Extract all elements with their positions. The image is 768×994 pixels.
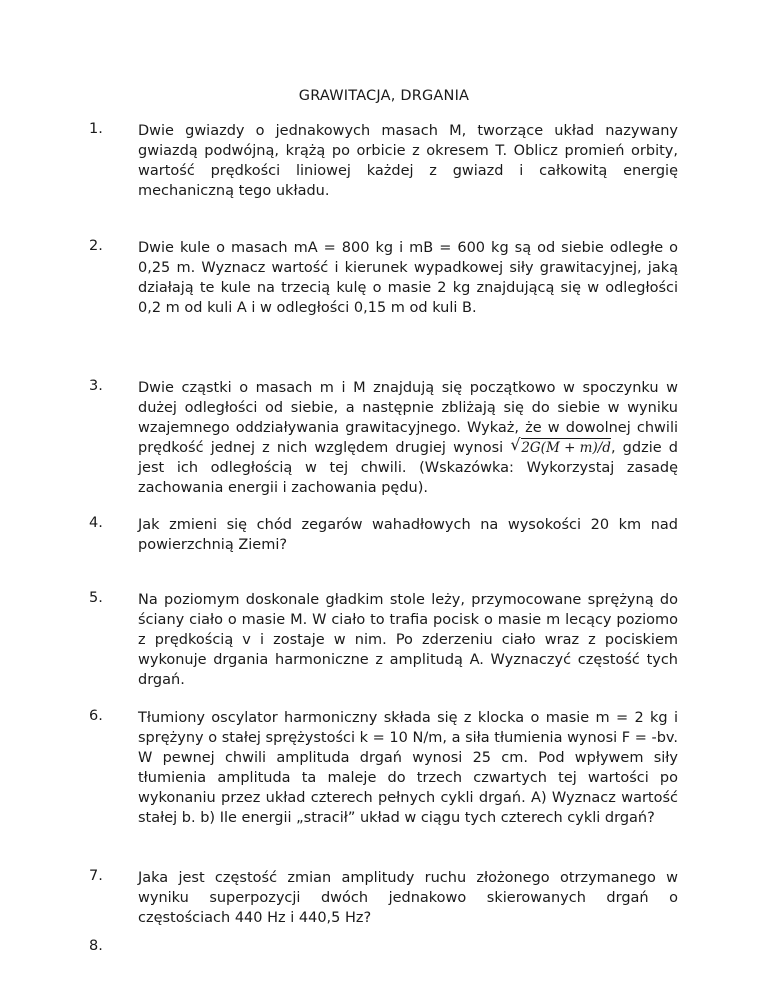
sqrt-formula [510,435,611,458]
problem-1-text: Dwie gwiazdy o jednakowych masach M, tworzące układ nazywany gwiazdą podwójną, krążą po orbicie z okresem T. Oblicz promień orbity, wartość prędkości liniowej każdej z gwiazd i całkowitą energię mechaniczną tego układu. [138,123,678,199]
problem-text [138,378,678,498]
problem-number: 8. [89,938,103,954]
formula-text: 2G(M + m)/d [521,440,611,456]
problem-text [138,868,678,928]
problem-5-text: Na poziomym doskonale gładkim stole leży, przymocowane sprężyną do ściany ciało o masie M. W ciało to trafia pocisk o masie m lecący poziomo z prędkością v i zostaje w nim. Po zderzeniu ciało wraz z pociskiem wykonuje drgania harmoniczne z amplitudą A. Wyznaczyć częstość tych drgań. [138,592,678,688]
problem-number: 7. [89,868,103,884]
problem-text [138,238,678,318]
problem-3-text-before: Dwie cząstki o masach m i M znajdują się początkowo w spoczynku w dużej odległości od siebie, a następnie zbliżają się do siebie w wyniku wzajemnego oddziaływania grawitacyjnego. Wykaż, że w dowolnej chwili prędkość jednej z nich względem drugiej wynosi [138,380,678,456]
problem-2-text: Dwie kule o masach mA = 800 kg i mB = 600 kg są od siebie odległe o 0,25 m. Wyznacz wartość i kierunek wypadkowej siły grawitacyjnej, jaką działają te kule na trzecią kulę o masie 2 kg znajdującą się w odległości 0,2 m od kuli A i w odległości 0,15 m od kuli B. [138,240,678,316]
problem-4-text: Jak zmieni się chód zegarów wahadłowych na wysokości 20 km nad powierzchnią Ziemi? [138,517,678,553]
problem-text [138,590,678,690]
problem-text [138,121,678,201]
problem-7-text: Jaka jest częstość zmian amplitudy ruchu złożonego otrzymanego w wyniku superpozycji dwóch jednakowo skierowanych drgań o częstościach 440 Hz i 440,5 Hz? [138,870,678,926]
problem-number: 1. [89,121,103,137]
problem-3-text [138,378,678,498]
sqrt-symbol-icon: √ [510,435,521,454]
problem-6-text: Tłumiony oscylator harmoniczny składa się z klocka o masie m = 2 kg i sprężyny o stałej sprężystości k = 10 N/m, a siła tłumienia wynosi F = -bv. W pewnej chwili amplituda drgań wynosi 25 cm. Pod wpływem siły tłumienia amplituda ta maleje do trzech czwartych tej wartości po wykonaniu przez układ czterech pełnych cykli drgań. A) Wyznacz wartość stałej b. b) Ile energii „stracił” układ w ciągu tych czterech cykli drgań? [138,710,678,826]
problem-number: 4. [89,515,103,531]
problem-number: 2. [89,238,103,254]
problem-number: 6. [89,708,103,724]
problem-text [138,515,678,555]
problem-3-text-after: , gdzie d jest ich odległością w tej chwili. (Wskazówka: Wykorzystaj zasadę zachowania energii i zachowania pędu). [138,440,678,496]
problem-number: 3. [89,378,103,394]
problem-number: 5. [89,590,103,606]
page-title: GRAWITACJA, DRGANIA [298,88,470,104]
problem-text [138,708,678,828]
